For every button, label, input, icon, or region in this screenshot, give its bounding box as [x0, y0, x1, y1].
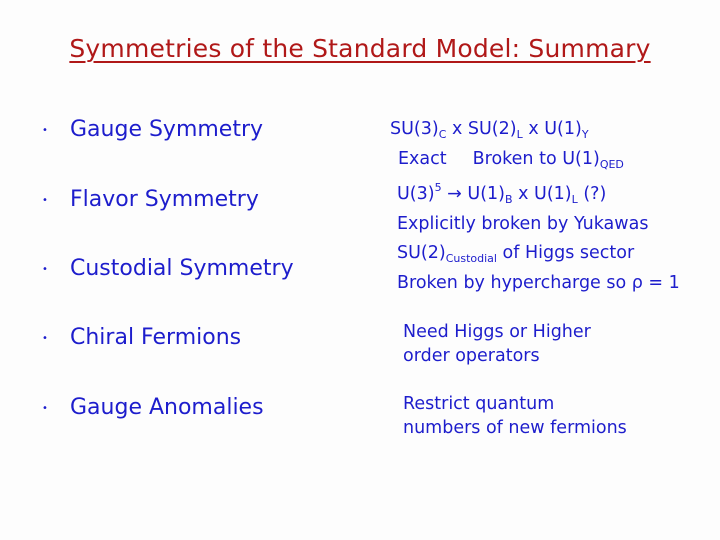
gauge-anomalies-description: [403, 392, 627, 440]
custodial-group-line: $SU(2)_{Custodial}$ of Higgs sector: [397, 243, 635, 265]
gauge-breaking-line: Exact Broken to $U(1)_{QED}$: [398, 149, 624, 171]
chiral-fermions-description: [403, 320, 591, 368]
gauge-symmetry-description: [390, 117, 624, 177]
chiral-line-1: Need Higgs or Higher: [403, 322, 591, 342]
flavor-symmetry-description: [397, 176, 648, 236]
item-label-chiral-fermions: Chiral Fermions: [70, 325, 242, 350]
flavor-group-line: $U(3)^5 \to U(1)_B$ x $U(1)_L$ (?): [397, 181, 607, 206]
bullet-icon: •: [42, 333, 48, 344]
custodial-symmetry-description: [397, 241, 680, 295]
chiral-line-2: order operators: [403, 346, 540, 366]
slide-title: Symmetries of the Standard Model: Summary: [69, 34, 651, 63]
item-label-flavor-symmetry: Flavor Symmetry: [70, 187, 259, 212]
gauge-group-line: $SU(3)_C$ x $SU(2)_L$ x $U(1)_Y$: [390, 119, 589, 141]
custodial-breaking-line: Broken by hypercharge so ρ = 1: [397, 273, 680, 293]
anomalies-line-2: numbers of new fermions: [403, 418, 627, 438]
flavor-breaking-line: Explicitly broken by Yukawas: [397, 214, 649, 234]
bullet-icon: •: [42, 403, 48, 414]
bullet-icon: •: [42, 195, 48, 206]
item-label-custodial-symmetry: Custodial Symmetry: [70, 256, 294, 281]
item-label-gauge-symmetry: Gauge Symmetry: [70, 117, 264, 142]
bullet-icon: •: [42, 264, 48, 275]
item-label-gauge-anomalies: Gauge Anomalies: [70, 395, 264, 420]
bullet-icon: •: [42, 125, 48, 136]
anomalies-line-1: Restrict quantum: [403, 394, 555, 414]
